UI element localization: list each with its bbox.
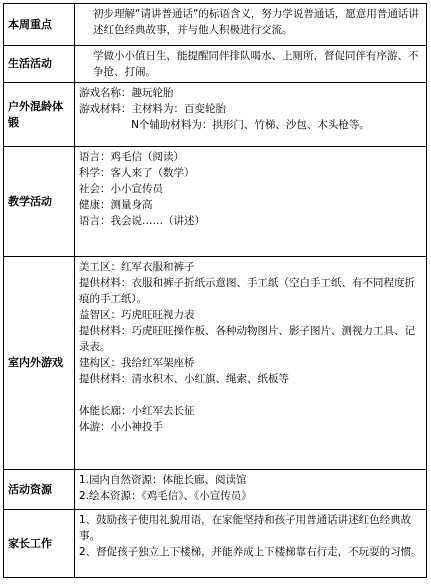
content-line: 益智区：巧虎旺旺视力表 <box>79 309 195 321</box>
row-content-teaching <box>75 147 427 257</box>
content-line: 2、督促孩子独立上下楼梯，并能养成上下楼梯靠右行走，不玩耍的习惯。 <box>79 546 422 558</box>
table-row <box>4 46 427 83</box>
content-line: 社会：小小宣传员 <box>79 183 163 195</box>
row-label-teaching: 教学活动 <box>4 147 75 257</box>
row-label-life: 生活活动 <box>4 46 75 83</box>
row-content-focus <box>75 4 427 46</box>
table-row <box>4 510 427 578</box>
row-content-life <box>75 46 427 83</box>
content-line: 美工区：红军衣服和裤子 <box>79 261 195 273</box>
table-row <box>4 4 427 46</box>
row-label-resources: 活动资源 <box>4 470 75 510</box>
content-line: 语言：鸡毛信（阅读） <box>79 151 184 163</box>
content-line: 提供材料：清水积木、小红旗、绳索、纸板等 <box>79 373 289 385</box>
content-line: 健康：测量身高 <box>79 199 153 211</box>
table-row <box>4 147 427 257</box>
row-label-parents: 家长工作 <box>4 510 75 578</box>
row-content-games <box>75 257 427 470</box>
content-line: 语言：我会说……（讲述） <box>79 215 205 227</box>
content-line: 科学：客人来了（数学） <box>79 167 195 179</box>
row-label-outdoor: 户外混龄体锻 <box>4 83 75 147</box>
content-line: 游戏名称：趣玩轮胎 <box>79 87 174 99</box>
table-row <box>4 257 427 470</box>
row-content-resources <box>75 470 427 510</box>
row-content-parents <box>75 510 427 578</box>
table-row <box>4 83 427 147</box>
row-content-outdoor <box>75 83 427 147</box>
content-line: 学做小小值日生，能提醒同伴排队喝水、上厕所，督促同伴有序游、不争抢、打闹。 <box>93 50 419 78</box>
blank-line <box>79 387 422 403</box>
table-row <box>4 470 427 510</box>
row-label-focus: 本周重点 <box>4 4 75 46</box>
content-line: 1、鼓励孩子使用礼貌用语，在家能坚持和孩子用普通话讲述红色经典故事。 <box>79 514 412 542</box>
content-line: 体能长廊：小红军去长征 <box>79 405 195 417</box>
content-line: 游戏材料：主材料为：百变轮胎 <box>79 103 226 115</box>
row-label-games: 室内外游戏 <box>4 257 75 470</box>
content-line: 2.绘本资源：《鸡毛信》、《小宣传员》 <box>79 490 252 502</box>
weekly-plan-table <box>3 3 427 578</box>
content-line: 1.园内自然资源：体能长廊、阅读馆 <box>79 474 247 486</box>
content-line: 提供材料：巧虎旺旺操作板、各种动物图片、影子图片、测视力工具、记录表。 <box>79 325 415 353</box>
content-line: 体游：小小神投手 <box>79 421 163 433</box>
content-line: 提供材料：衣服和裤子折纸示意图、手工纸（空白手工纸、有不同程度折痕的手工纸）。 <box>79 277 415 305</box>
content-line: 建构区：我给红军架座桥 <box>79 357 195 369</box>
content-line: 初步理解“请讲普通话”的标语含义，努力学说普通话，愿意用普通话讲述红色经典故事，并与他人积极进行交流。 <box>93 8 419 36</box>
content-line: N个辅助材料为：拱形门、竹梯、沙包、木头枪等。 <box>131 119 370 131</box>
